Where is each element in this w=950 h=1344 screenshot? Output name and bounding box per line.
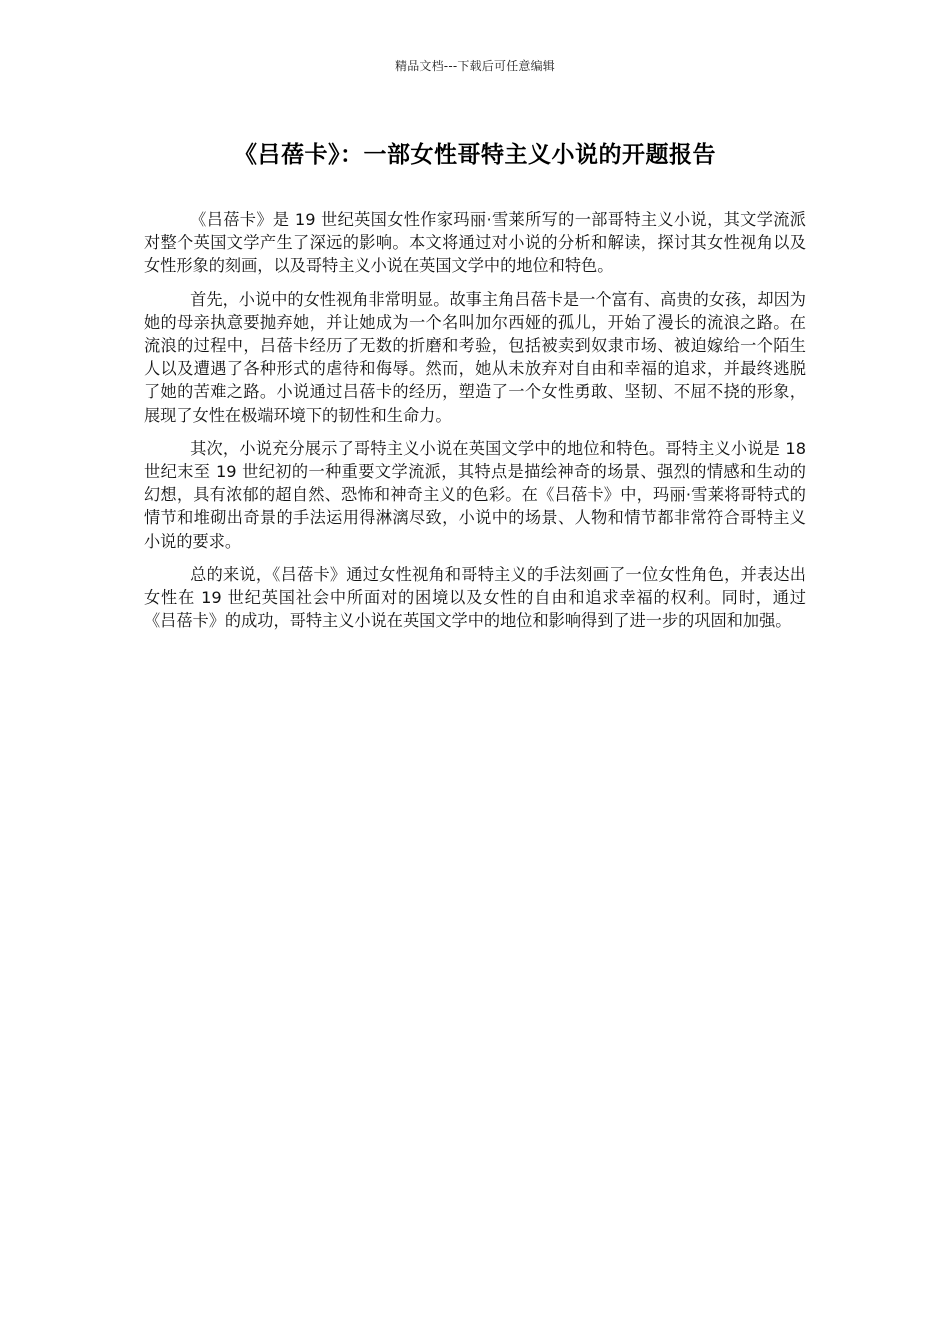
paragraph-intro: 《吕蓓卡》是 19 世纪英国女性作家玛丽·雪莱所写的一部哥特主义小说，其文学流派对整个英国文学产生了深远的影响。本文将通过对小说的分析和解读，探讨其女性视角以及女性形象的刻画，以及哥特主义小说在英国文学中的地位和特色。: [144, 210, 806, 276]
paragraph-gothic-status: 其次，小说充分展示了哥特主义小说在英国文学中的地位和特色。哥特主义小说是 18 世纪末至 19 世纪初的一种重要文学流派，其特点是描绘神奇的场景、强烈的情感和生动的幻想，具有浓郁的超自然、恐怖和神奇主义的色彩。在《吕蓓卡》中，玛丽·雪莱将哥特式的情节和堆砌出奇景的手法运用得淋漓尽致，小说中的场景、人物和情节都非常符合哥特主义小说的要求。: [144, 438, 806, 551]
paragraph-female-perspective: 首先，小说中的女性视角非常明显。故事主角吕蓓卡是一个富有、高贵的女孩，却因为她的母亲执意要抛弃她，并让她成为一个名叫加尔西娅的孤儿，开始了漫长的流浪之路。在流浪的过程中，吕蓓卡经历了无数的折磨和考验，包括被卖到奴隶市场、被迫嫁给一个陌生人以及遭遇了各种形式的虐待和侮辱。然而，她从未放弃对自由和幸福的追求，并最终逃脱了她的苦难之路。小说通过吕蓓卡的经历，塑造了一个女性勇敢、坚韧、不屈不挠的形象，展现了女性在极端环境下的韧性和生命力。: [144, 289, 806, 425]
header-note: 精品文档---下载后可任意编辑: [395, 59, 555, 73]
paragraph-conclusion: 总的来说，《吕蓓卡》通过女性视角和哥特主义的手法刻画了一位女性角色，并表达出女性在 19 世纪英国社会中所面对的困境以及女性的自由和追求幸福的权利。同时，通过《吕蓓卡》的成功，哥特主义小说在英国文学中的地位和影响得到了进一步的巩固和加强。: [144, 564, 806, 631]
document-body: [144, 208, 806, 642]
page-title: 《吕蓓卡》：一部女性哥特主义小说的开题报告: [234, 142, 716, 168]
